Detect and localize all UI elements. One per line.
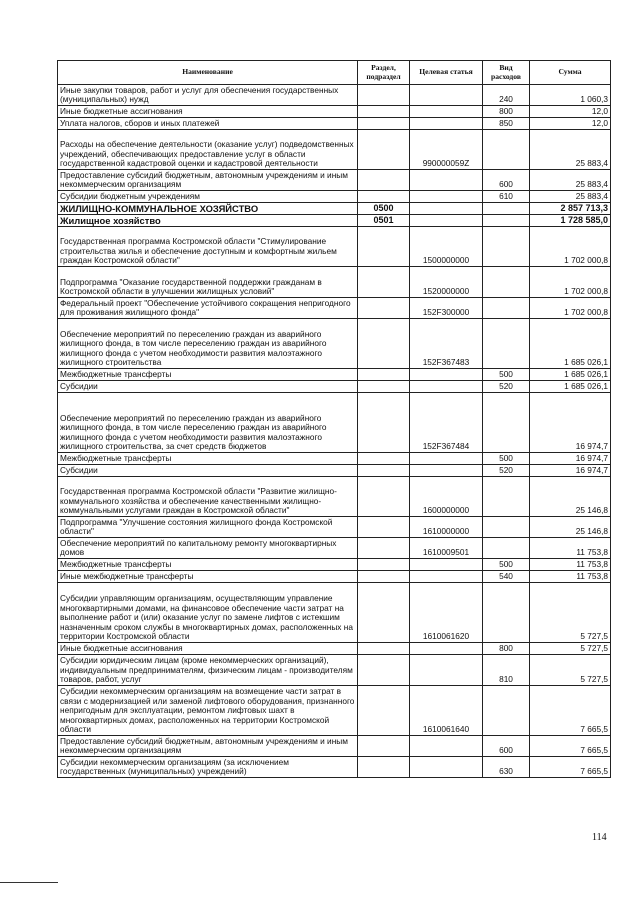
cell-section <box>358 130 410 170</box>
cell-sum: 1 702 000,8 <box>530 267 611 298</box>
cell-name: Предоставление субсидий бюджетным, автономным учреждениям и иным некоммерческим организациям <box>58 170 358 191</box>
cell-type: 610 <box>483 191 530 203</box>
cell-target <box>410 191 483 203</box>
cell-sum: 1 702 000,8 <box>530 298 611 319</box>
cell-section <box>358 453 410 465</box>
cell-type <box>483 203 530 215</box>
cell-sum: 1 728 585,0 <box>530 215 611 227</box>
cell-target: 990000059Z <box>410 130 483 170</box>
table-row <box>58 736 611 757</box>
cell-target <box>410 559 483 571</box>
cell-target <box>410 215 483 227</box>
col-header-section: Раздел, подраздел <box>358 61 410 85</box>
cell-sum: 5 727,5 <box>530 583 611 643</box>
cell-target <box>410 643 483 655</box>
cell-target <box>410 118 483 130</box>
cell-name: Обеспечение мероприятий по переселению граждан из аварийного жилищного фонда, в том числе переселению граждан из аварийного жилищного фонда с учетом необходимости развития малоэтажного жилищного строительства <box>58 319 358 369</box>
cell-section <box>358 465 410 477</box>
table-row <box>58 298 611 319</box>
cell-type: 600 <box>483 736 530 757</box>
cell-name: Обеспечение мероприятий по капитальному ремонту многоквартирных домов <box>58 538 358 559</box>
table-row <box>58 85 611 106</box>
cell-sum: 7 665,5 <box>530 757 611 778</box>
table-row <box>58 571 611 583</box>
cell-name: Субсидии некоммерческим организациям (за исключением государственных (муниципальных) учреждений) <box>58 757 358 778</box>
cell-section <box>358 118 410 130</box>
cell-type: 800 <box>483 643 530 655</box>
cell-target: 1600000000 <box>410 477 483 517</box>
table-row <box>58 106 611 118</box>
cell-type <box>483 319 530 369</box>
cell-section <box>358 369 410 381</box>
cell-name: Субсидии бюджетным учреждениям <box>58 191 358 203</box>
cell-sum: 25 883,4 <box>530 191 611 203</box>
cell-type: 500 <box>483 453 530 465</box>
cell-target <box>410 655 483 686</box>
table-row <box>58 203 611 215</box>
cell-target <box>410 453 483 465</box>
table-row <box>58 559 611 571</box>
cell-name: Иные бюджетные ассигнования <box>58 106 358 118</box>
cell-type: 810 <box>483 655 530 686</box>
table-row <box>58 477 611 517</box>
cell-type <box>483 227 530 267</box>
cell-section <box>358 559 410 571</box>
cell-name: Государственная программа Костромской области "Стимулирование строительства жилья и обеспечение доступным и комфортным жильем граждан Костромской области" <box>58 227 358 267</box>
cell-type: 520 <box>483 381 530 393</box>
cell-sum: 2 857 713,3 <box>530 203 611 215</box>
table-row <box>58 170 611 191</box>
cell-target: 1610061640 <box>410 686 483 736</box>
cell-section <box>358 298 410 319</box>
cell-section: 0501 <box>358 215 410 227</box>
cell-target: 1500000000 <box>410 227 483 267</box>
cell-name: Субсидии управляющим организациям, осуществляющим управление многоквартирными домами, на финансовое обеспечение части затрат на выполнение работ и (или) оказание услуг по замене лифтов с истекшим назначенным сроком службы в многоквартирных домах, расположенных на территории Костромской области <box>58 583 358 643</box>
cell-section: 0500 <box>358 203 410 215</box>
table-row <box>58 643 611 655</box>
table-header-row <box>58 61 611 85</box>
table-row <box>58 319 611 369</box>
cell-target <box>410 203 483 215</box>
cell-sum: 25 146,8 <box>530 477 611 517</box>
cell-sum: 16 974,7 <box>530 393 611 453</box>
cell-sum: 12,0 <box>530 106 611 118</box>
cell-target <box>410 736 483 757</box>
cell-target <box>410 85 483 106</box>
cell-type: 630 <box>483 757 530 778</box>
table-row <box>58 130 611 170</box>
cell-type <box>483 686 530 736</box>
cell-type: 240 <box>483 85 530 106</box>
cell-type: 520 <box>483 465 530 477</box>
budget-table <box>57 60 611 778</box>
table-row <box>58 118 611 130</box>
table-row <box>58 517 611 538</box>
cell-type <box>483 267 530 298</box>
cell-name: Субсидии некоммерческим организациям на возмещение части затрат в связи с модернизацией или заменой лифтового оборудования, признанного непригодным для эксплуатации, ремонтом лифтовых шахт в многоквартирных домах, расположенных на территории Костромской области <box>58 686 358 736</box>
cell-section <box>358 517 410 538</box>
cell-section <box>358 267 410 298</box>
cell-name: Подпрограмма "Оказание государственной поддержки гражданам в Костромской области в улучшении жилищных условий" <box>58 267 358 298</box>
cell-type <box>483 215 530 227</box>
cell-section <box>358 170 410 191</box>
footnote-rule <box>0 882 58 883</box>
cell-name: Межбюджетные трансферты <box>58 369 358 381</box>
cell-target <box>410 757 483 778</box>
cell-name: Иные бюджетные ассигнования <box>58 643 358 655</box>
cell-section <box>358 655 410 686</box>
cell-target: 152F367484 <box>410 393 483 453</box>
cell-target <box>410 381 483 393</box>
cell-target: 152F300000 <box>410 298 483 319</box>
table-row <box>58 191 611 203</box>
cell-name: Субсидии юридическим лицам (кроме некоммерческих организаций), индивидуальным предпринимателям, физическим лицам - производителям товаров, работ, услуг <box>58 655 358 686</box>
cell-sum: 25 883,4 <box>530 170 611 191</box>
cell-name: Федеральный проект "Обеспечение устойчивого сокращения непригодного для проживания жилищного фонда" <box>58 298 358 319</box>
cell-sum: 1 685 026,1 <box>530 369 611 381</box>
cell-name: Предоставление субсидий бюджетным, автономным учреждениям и иным некоммерческим организациям <box>58 736 358 757</box>
cell-sum: 1 685 026,1 <box>530 381 611 393</box>
table-row <box>58 538 611 559</box>
cell-name: Подпрограмма "Улучшение состояния жилищного фонда Костромской области" <box>58 517 358 538</box>
cell-sum: 25 883,4 <box>530 130 611 170</box>
cell-type: 540 <box>483 571 530 583</box>
cell-section <box>358 757 410 778</box>
cell-sum: 16 974,7 <box>530 453 611 465</box>
cell-section <box>358 477 410 517</box>
cell-section <box>358 227 410 267</box>
col-header-type: Вид расходов <box>483 61 530 85</box>
table-row <box>58 267 611 298</box>
cell-type <box>483 517 530 538</box>
cell-name: Субсидии <box>58 381 358 393</box>
table-row <box>58 583 611 643</box>
cell-section <box>358 319 410 369</box>
cell-name: Обеспечение мероприятий по переселению граждан из аварийного жилищного фонда, в том числе переселению граждан из аварийного жилищного фонда с учетом необходимости развития малоэтажного жилищного строительства, за счет средств бюджетов <box>58 393 358 453</box>
cell-sum: 12,0 <box>530 118 611 130</box>
cell-sum: 25 146,8 <box>530 517 611 538</box>
cell-type: 800 <box>483 106 530 118</box>
cell-target <box>410 571 483 583</box>
cell-type: 600 <box>483 170 530 191</box>
cell-section <box>358 583 410 643</box>
table-row <box>58 465 611 477</box>
cell-target: 1520000000 <box>410 267 483 298</box>
table-row <box>58 757 611 778</box>
table-body <box>58 85 611 778</box>
cell-target: 1610061620 <box>410 583 483 643</box>
page-number: 114 <box>592 832 607 843</box>
cell-section <box>358 85 410 106</box>
cell-type <box>483 477 530 517</box>
cell-name: Расходы на обеспечение деятельности (оказание услуг) подведомственных учреждений, обеспечивающих предоставление услуг в области государственной кадастровой оценки и кадастровой деятельности <box>58 130 358 170</box>
cell-type <box>483 538 530 559</box>
cell-section <box>358 191 410 203</box>
cell-type <box>483 130 530 170</box>
cell-section <box>358 643 410 655</box>
cell-name: Субсидии <box>58 465 358 477</box>
cell-sum: 1 702 000,8 <box>530 227 611 267</box>
cell-sum: 16 974,7 <box>530 465 611 477</box>
cell-name: Иные закупки товаров, работ и услуг для обеспечения государственных (муниципальных) нужд <box>58 85 358 106</box>
cell-sum: 5 727,5 <box>530 643 611 655</box>
cell-type <box>483 583 530 643</box>
cell-name: Жилищное хозяйство <box>58 215 358 227</box>
cell-type: 850 <box>483 118 530 130</box>
col-header-target: Целевая статья <box>410 61 483 85</box>
cell-sum: 11 753,8 <box>530 538 611 559</box>
cell-sum: 7 665,5 <box>530 736 611 757</box>
cell-target: 152F367483 <box>410 319 483 369</box>
cell-type <box>483 298 530 319</box>
cell-sum: 1 685 026,1 <box>530 319 611 369</box>
cell-section <box>358 538 410 559</box>
cell-section <box>358 381 410 393</box>
cell-name: Межбюджетные трансферты <box>58 453 358 465</box>
table-row <box>58 655 611 686</box>
cell-section <box>358 571 410 583</box>
table-row <box>58 227 611 267</box>
table-row <box>58 215 611 227</box>
cell-target <box>410 106 483 118</box>
cell-name: Государственная программа Костромской области "Развитие жилищно-коммунального хозяйства и обеспечение качественными жилищно-коммунальными услугами граждан в Костромской области" <box>58 477 358 517</box>
cell-type <box>483 393 530 453</box>
cell-target <box>410 465 483 477</box>
table-row <box>58 369 611 381</box>
cell-target: 1610009501 <box>410 538 483 559</box>
col-header-name: Наименование <box>58 61 358 85</box>
cell-target <box>410 369 483 381</box>
cell-name: ЖИЛИЩНО-КОММУНАЛЬНОЕ ХОЗЯЙСТВО <box>58 203 358 215</box>
cell-name: Иные межбюджетные трансферты <box>58 571 358 583</box>
cell-sum: 1 060,3 <box>530 85 611 106</box>
table-row <box>58 381 611 393</box>
cell-target <box>410 170 483 191</box>
cell-sum: 11 753,8 <box>530 571 611 583</box>
budget-sheet <box>57 60 610 778</box>
cell-sum: 11 753,8 <box>530 559 611 571</box>
cell-target: 1610000000 <box>410 517 483 538</box>
table-row <box>58 686 611 736</box>
table-row <box>58 453 611 465</box>
cell-section <box>358 106 410 118</box>
cell-section <box>358 736 410 757</box>
cell-section <box>358 686 410 736</box>
cell-type: 500 <box>483 369 530 381</box>
cell-section <box>358 393 410 453</box>
table-row <box>58 393 611 453</box>
col-header-sum: Сумма <box>530 61 611 85</box>
cell-sum: 7 665,5 <box>530 686 611 736</box>
cell-name: Уплата налогов, сборов и иных платежей <box>58 118 358 130</box>
cell-sum: 5 727,5 <box>530 655 611 686</box>
cell-name: Межбюджетные трансферты <box>58 559 358 571</box>
cell-type: 500 <box>483 559 530 571</box>
